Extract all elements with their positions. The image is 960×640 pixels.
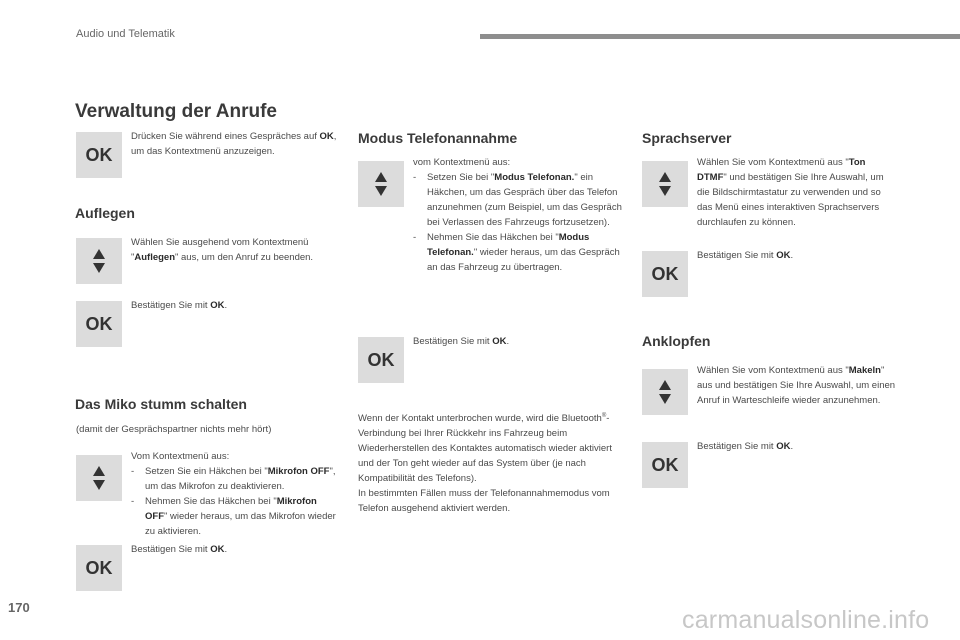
sprach-text-post: " und bestätigen Sie Ihre Auswahl, um die Bildschirmtastatur zu verwenden und so das Menü eines interaktiven Sprachservers durchlaufen zu können.	[697, 172, 884, 228]
up-down-arrows-icon	[358, 161, 404, 207]
registered-mark: ®	[601, 413, 607, 419]
header-bar	[480, 34, 960, 39]
ok-label: OK	[367, 349, 395, 370]
up-down-arrows-icon	[642, 369, 688, 415]
confirm-post: .	[790, 250, 794, 261]
mute-confirm	[131, 542, 341, 557]
heading-sprachserver: Sprachserver	[642, 130, 732, 146]
mute-item1-pre: Setzen Sie ein Häkchen bei "	[145, 466, 268, 477]
list-item: - Nehmen Sie das Häkchen bei "Mikrofon OFF" wieder heraus, um das Mikrofon wieder zu aktivieren.	[131, 496, 336, 537]
heading-mute: Das Miko stumm schalten	[75, 396, 247, 412]
sprach-text-bold: Ton DTMF	[697, 157, 866, 183]
modus-item2-post: " wieder heraus, um das Gespräch an das Fahrzeug zu übertragen.	[427, 247, 620, 273]
sprach-text-pre: Wählen Sie vom Kontextmenü aus "	[697, 157, 849, 168]
heading-anklopfen: Anklopfen	[642, 333, 711, 349]
modus-item1-bold: Modus Telefonan.	[494, 172, 575, 183]
modus-confirm	[413, 334, 625, 349]
mute-intro: Vom Kontextmenü aus:	[131, 451, 230, 462]
arrow-up-icon	[659, 172, 671, 182]
ok-button-icon	[76, 132, 122, 178]
confirm-pre: Bestätigen Sie mit	[697, 250, 777, 261]
confirm-pre: Bestätigen Sie mit	[413, 336, 493, 347]
ok-label: OK	[85, 144, 113, 165]
anklopfen-confirm	[697, 439, 897, 454]
ok-button-icon	[642, 442, 688, 488]
confirm-ok: OK	[210, 544, 225, 555]
confirm-post: .	[224, 544, 228, 555]
para-pre: Wenn der Kontakt unterbrochen wurde, wird die Bluetooth	[358, 413, 602, 425]
page-number: 170	[8, 600, 30, 615]
modus-paragraph	[358, 409, 618, 516]
watermark: carmanualsonline.info	[682, 606, 930, 634]
arrow-up-icon	[659, 380, 671, 390]
arrow-down-icon	[659, 394, 671, 404]
mute-item1-bold: Mikrofon OFF	[267, 466, 330, 477]
heading-auflegen: Auflegen	[75, 205, 135, 221]
ok-button-icon	[76, 545, 122, 591]
arrow-up-icon	[93, 249, 105, 259]
para-end: In bestimmten Fällen muss der Telefonannahmemodus vom Telefon ausgehend aktiviert werden.	[358, 488, 610, 515]
list-item: - Setzen Sie ein Häkchen bei "Mikrofon OFF", um das Mikrofon zu deaktivieren.	[131, 466, 336, 492]
sprach-text	[697, 155, 897, 230]
intro-text	[131, 129, 341, 159]
confirm-post: .	[790, 441, 794, 452]
modus-intro: vom Kontextmenü aus:	[413, 157, 511, 168]
ok-label: OK	[651, 263, 679, 284]
confirm-post: .	[224, 300, 228, 311]
modus-item2-pre: Nehmen Sie das Häkchen bei "	[427, 232, 559, 243]
auflegen-text-post: " aus, um den Anruf zu beenden.	[175, 252, 314, 263]
intro-post: , um das Kontextmenü anzuzeigen.	[131, 131, 337, 157]
modus-steps	[413, 155, 625, 275]
ok-label: OK	[651, 454, 679, 475]
modus-item2-bold: Modus Telefonan.	[427, 232, 590, 258]
confirm-pre: Bestätigen Sie mit	[697, 441, 777, 452]
reconnect-text	[358, 409, 618, 486]
auflegen-confirm	[131, 298, 341, 313]
page-title: Verwaltung der Anrufe	[75, 101, 277, 122]
ok-button-icon	[642, 251, 688, 297]
confirm-ok: OK	[776, 441, 791, 452]
anklopfen-text-post: " aus und bestätigen Sie Ihre Auswahl, um einen Anruf in Warteschleife wieder anzunehmen.	[697, 365, 896, 406]
ok-label: OK	[85, 557, 113, 578]
arrow-up-icon	[375, 172, 387, 182]
modus-item1-post: " ein Häkchen, um das Gespräch über das Telefon anzunehmen (zum Beispiel, um das Gespräch bei Verlassen des Fahrzeugs fortzusetzen).	[427, 172, 622, 228]
mute-item1-post: ", um das Mikrofon zu deaktivieren.	[145, 466, 336, 492]
list-item: - Setzen Sie bei "Modus Telefonan." ein Häkchen, um das Gespräch über das Telefon anzunehmen (zum Beispiel, um das Gespräch bei Verlassen des Fahrzeugs fortzusetzen).	[413, 172, 622, 228]
ok-button-icon	[358, 337, 404, 383]
intro-ok: OK	[319, 131, 334, 142]
auflegen-text-bold: Auflegen	[134, 252, 176, 263]
heading-modus: Modus Telefonannahme	[358, 130, 518, 146]
confirm-ok: OK	[776, 250, 791, 261]
confirm-pre: Bestätigen Sie mit	[131, 544, 211, 555]
confirm-ok: OK	[492, 336, 507, 347]
up-down-arrows-icon	[642, 161, 688, 207]
arrow-down-icon	[93, 263, 105, 273]
sprach-confirm	[697, 248, 897, 263]
anklopfen-text-pre: Wählen Sie vom Kontextmenü aus "	[697, 365, 849, 376]
mute-note: (damit der Gesprächspartner nichts mehr hört)	[76, 424, 272, 435]
mute-item2-post: " wieder heraus, um das Mikrofon wieder zu aktivieren.	[145, 511, 336, 537]
mute-steps	[131, 449, 341, 539]
arrow-down-icon	[375, 186, 387, 196]
arrow-down-icon	[659, 186, 671, 196]
para-mid: -Verbindung bei Ihrer Rückkehr ins Fahrzeug beim Wiederherstellen des Kontaktes automatisch wieder aktiviert und der Ton geht wieder auf das System über (je nach Kompatibilität des Telefons).	[358, 413, 612, 485]
auflegen-text	[131, 235, 341, 265]
arrow-down-icon	[93, 480, 105, 490]
up-down-arrows-icon	[76, 455, 122, 501]
ok-button-icon	[76, 301, 122, 347]
anklopfen-text-bold: Makeln	[848, 365, 881, 376]
section-header: Audio und Telematik	[76, 28, 175, 40]
mute-item2-pre: Nehmen Sie das Häkchen bei "	[145, 496, 277, 507]
up-down-arrows-icon	[76, 238, 122, 284]
modus-item1-pre: Setzen Sie bei "	[427, 172, 495, 183]
anklopfen-text	[697, 363, 897, 408]
intro-pre: Drücken Sie während eines Gespräches auf	[131, 131, 320, 142]
auflegen-text-pre: Wählen Sie ausgehend vom Kontextmenü "	[131, 237, 309, 263]
confirm-ok: OK	[210, 300, 225, 311]
arrow-up-icon	[93, 466, 105, 476]
confirm-pre: Bestätigen Sie mit	[131, 300, 211, 311]
ok-label: OK	[85, 313, 113, 334]
mute-item2-bold: Mikrofon OFF	[145, 496, 317, 522]
list-item: - Nehmen Sie das Häkchen bei "Modus Telefonan." wieder heraus, um das Gespräch an das Fahrzeug zu übertragen.	[413, 232, 620, 273]
confirm-post: .	[506, 336, 510, 347]
